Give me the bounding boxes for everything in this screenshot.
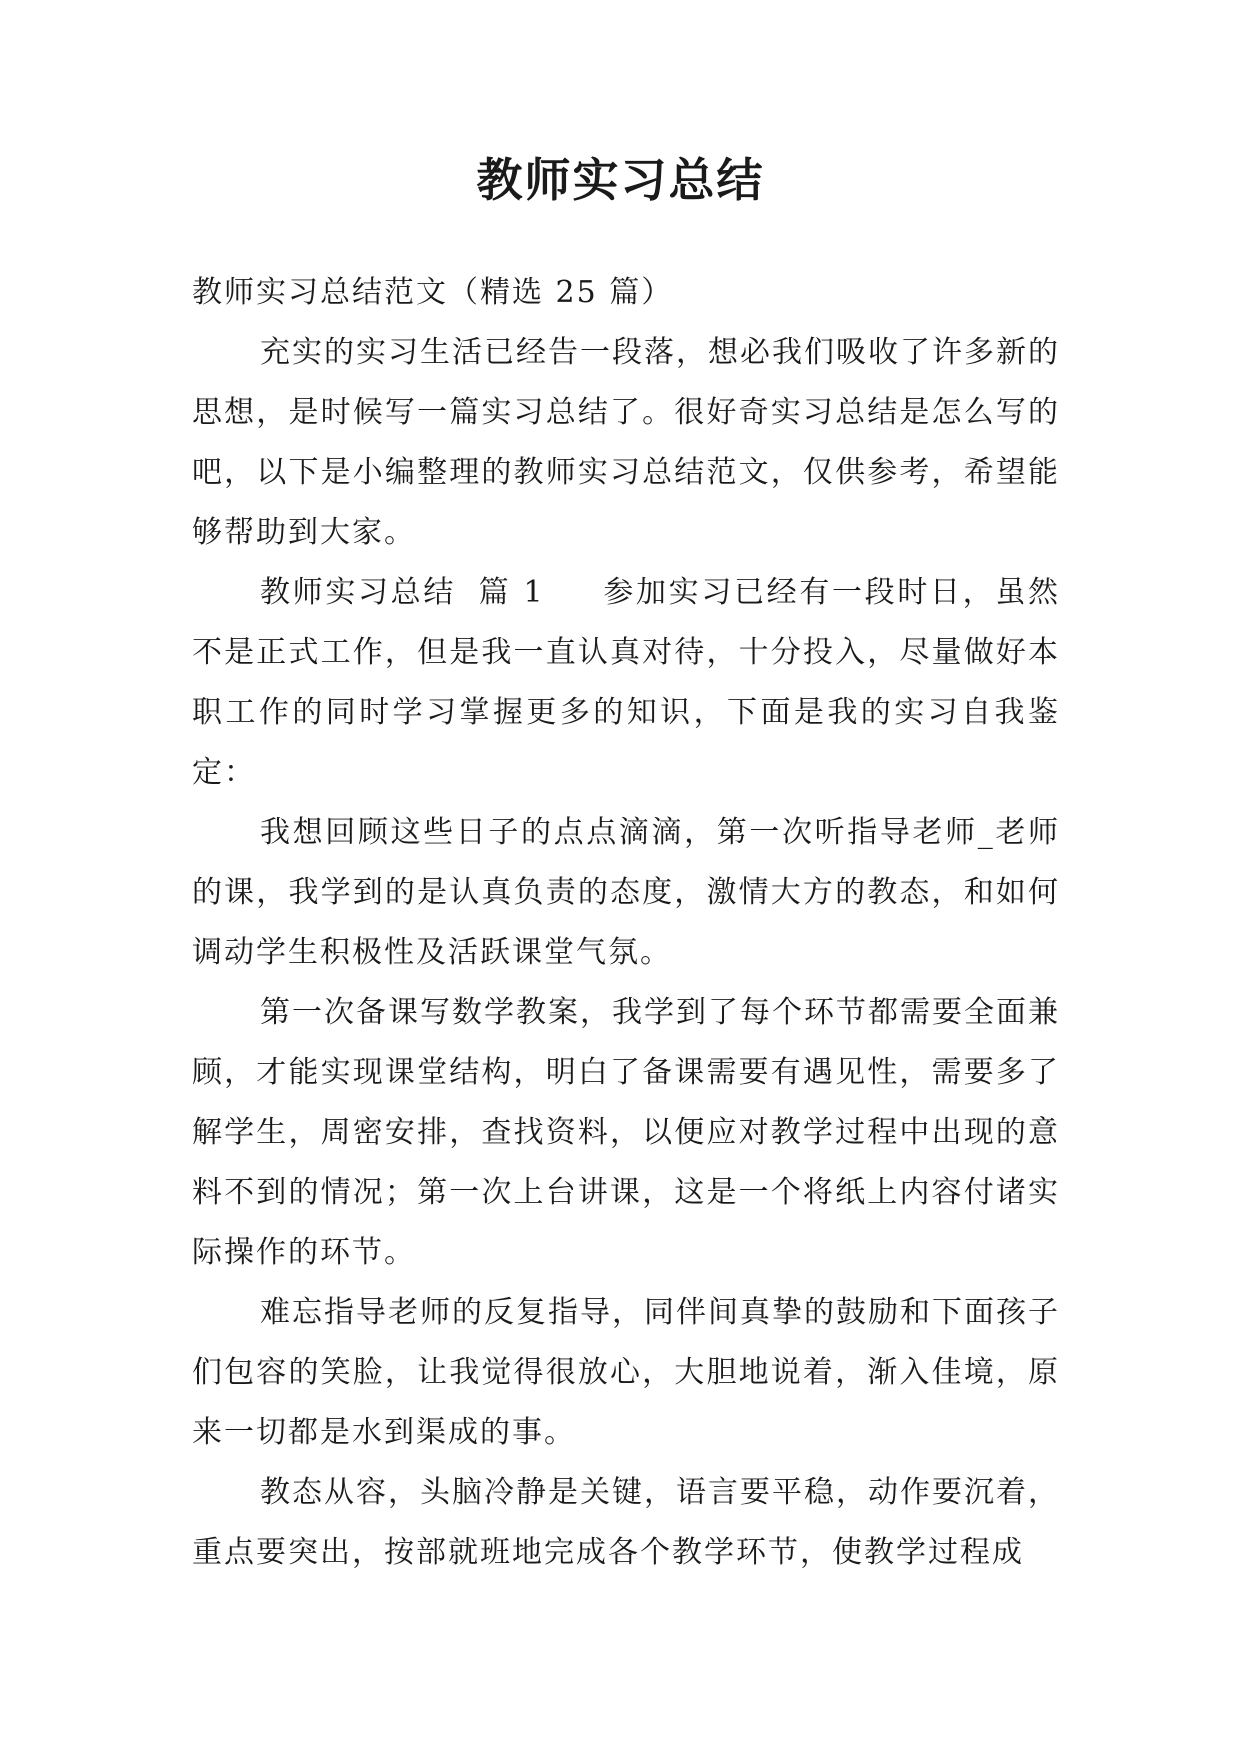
body-paragraph-4: 教态从容，头脑冷静是关键，语言要平稳，动作要沉着，重点要突出，按部就班地完成各个教学环节，使教学过程成: [192, 1475, 1060, 1570]
body-paragraph-2: 第一次备课写数学教案，我学到了每个环节都需要全面兼顾，才能实现课堂结构，明白了备课需要有遇见性，需要多了解学生，周密安排，查找资料，以便应对教学过程中出现的意料不到的情况；第一次上台讲课，这是一个将纸上内容付诸实际操作的环节。: [192, 995, 1060, 1270]
section-1-paragraph: [192, 563, 1060, 803]
body-paragraph-1: 我想回顾这些日子的点点滴滴，第一次听指导老师_老师的课，我学到的是认真负责的态度，激情大方的教态，和如何调动学生积极性及活跃课堂气氛。: [192, 815, 1060, 970]
document-title: 教师实习总结: [476, 153, 765, 207]
body-paragraph-3: 难忘指导老师的反复指导，同伴间真挚的鼓励和下面孩子们包容的笑脸，让我觉得很放心，大胆地说着，渐入佳境，原来一切都是水到渠成的事。: [192, 1295, 1060, 1450]
document-subtitle: 教师实习总结范文（精选 25 篇）: [192, 275, 674, 310]
section-1-opening: 参加实习已经有一段时日，虽然不是正式工作，但是我一直认真对待，十分投入，尽量做好本职工作的同时学习掌握更多的知识，下面是我的实习自我鉴定：: [192, 575, 1061, 790]
document-body: [192, 263, 1060, 1583]
intro-paragraph: 充实的实习生活已经告一段落，想必我们吸收了许多新的思想，是时候写一篇实习总结了。很好奇实习总结是怎么写的吧，以下是小编整理的教师实习总结范文，仅供参考，希望能够帮助到大家。: [192, 335, 1060, 550]
section-1-part: 篇 1: [478, 575, 545, 610]
section-1-heading: 教师实习总结: [260, 575, 457, 610]
